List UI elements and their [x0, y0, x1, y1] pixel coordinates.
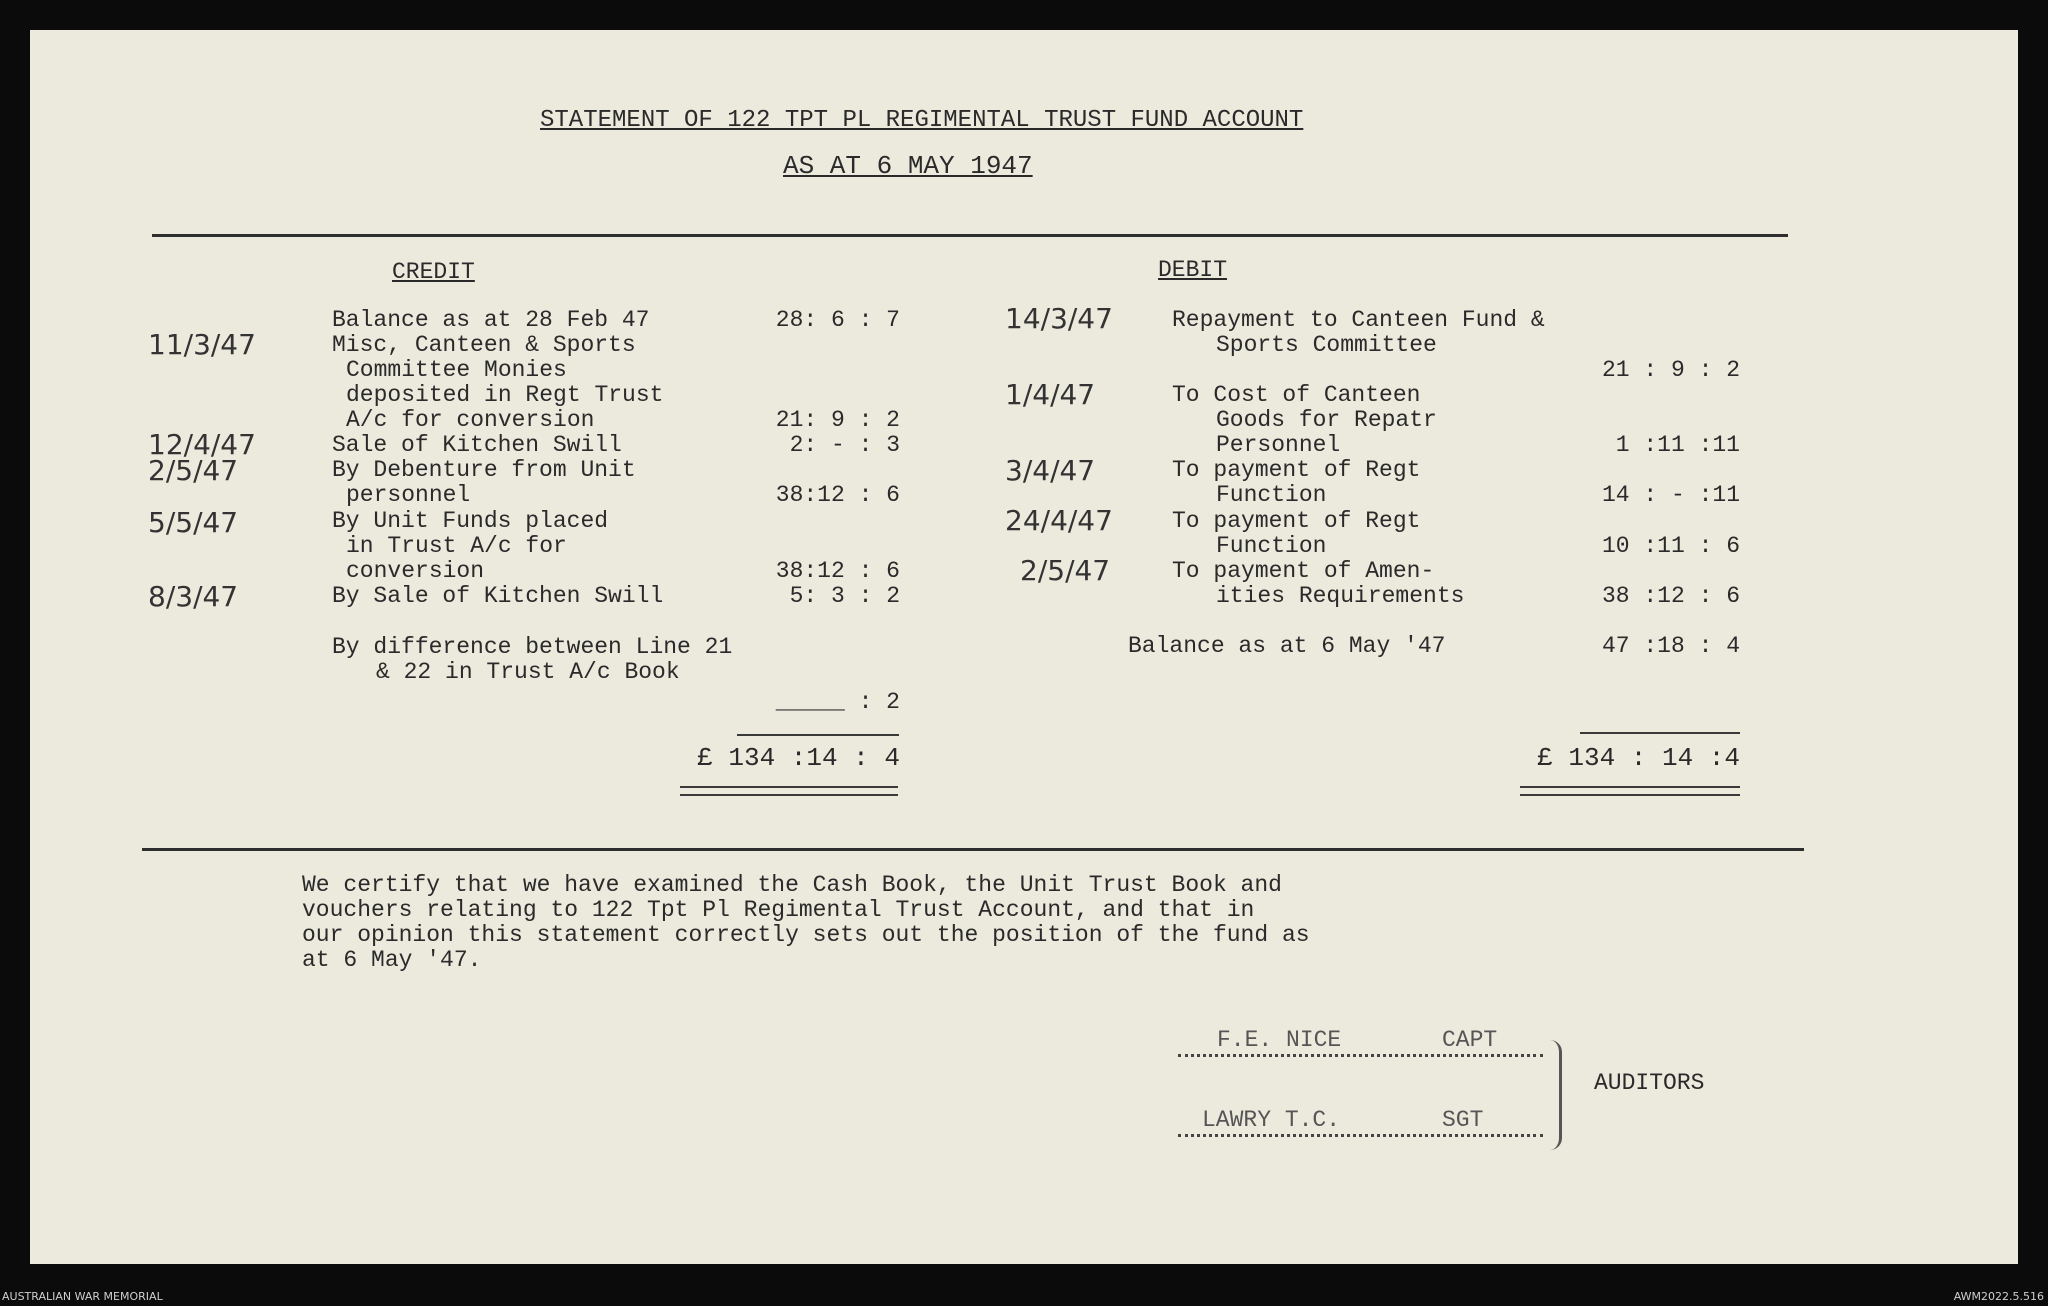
credit-total-rule-1 — [680, 786, 898, 788]
credit-row-5-text2: in Trust A/c for — [346, 533, 567, 559]
debit-row-1-date: 14/3/47 — [1005, 302, 1113, 335]
credit-row-4-text2: personnel — [346, 482, 471, 508]
credit-row-2-text1: Misc, Canteen & Sports — [332, 332, 636, 358]
auditors-brace — [1545, 1040, 1562, 1150]
debit-total-rule-2 — [1520, 794, 1740, 796]
auditor-2-name: LAWRY T.C. — [1202, 1107, 1341, 1133]
credit-row-5-text1: By Unit Funds placed — [332, 508, 609, 534]
debit-row-2-amount: 1 :11 :11 — [1615, 432, 1740, 458]
debit-subtotal-rule — [1580, 732, 1740, 734]
credit-row-5-date: 5/5/47 — [148, 506, 239, 539]
credit-row-4-amount: 38:12 : 6 — [775, 482, 900, 508]
debit-row-3-text1: To payment of Regt — [1172, 457, 1421, 483]
credit-row-2-text4: A/c for conversion — [346, 407, 595, 433]
auditor-1-rank: CAPT — [1442, 1027, 1498, 1053]
debit-row-2-text2: Goods for Repatr — [1216, 407, 1437, 433]
debit-row-4-date: 24/4/47 — [1005, 504, 1113, 537]
credit-row-6-amount: 5: 3 : 2 — [789, 583, 900, 609]
credit-row-6-text1: By Sale of Kitchen Swill — [332, 583, 664, 609]
credit-row-4-text1: By Debenture from Unit — [332, 457, 636, 483]
debit-row-1-amount: 21 : 9 : 2 — [1601, 357, 1740, 383]
debit-row-1-text1: Repayment to Canteen Fund & — [1172, 307, 1545, 333]
credit-row-2-date: 11/3/47 — [148, 328, 256, 361]
certification-line-1: We certify that we have examined the Cash Book, the Unit Trust Book and — [302, 872, 1282, 898]
document-title: STATEMENT OF 122 TPT PL REGIMENTAL TRUST FUND ACCOUNT — [540, 107, 1304, 134]
bottom-rule — [142, 848, 1804, 851]
debit-row-4-text2: Function — [1216, 533, 1327, 559]
debit-row-2-text3: Personnel — [1216, 432, 1341, 458]
certification-line-3: our opinion this statement correctly sets out the position of the fund as — [302, 922, 1310, 948]
debit-row-5-text1: To payment of Amen- — [1172, 558, 1435, 584]
credit-row-5-amount: 38:12 : 6 — [775, 558, 900, 584]
credit-row-4-date: 2/5/47 — [148, 454, 239, 487]
debit-balance-label: Balance as at 6 May '47 — [1128, 633, 1446, 659]
auditor-2-signature-line — [1178, 1134, 1543, 1137]
debit-row-3-text2: Function — [1216, 482, 1327, 508]
credit-row-2-amount: 21: 9 : 2 — [775, 407, 900, 433]
debit-row-2-date: 1/4/47 — [1005, 378, 1096, 411]
credit-row-1-amount: 28: 6 : 7 — [775, 307, 900, 333]
credit-heading: CREDIT — [392, 259, 475, 285]
debit-row-3-date: 3/4/47 — [1005, 454, 1096, 487]
credit-subtotal-rule — [737, 734, 899, 736]
credit-total: £ 134 :14 : 4 — [697, 743, 900, 773]
auditor-1-signature-line — [1178, 1054, 1543, 1057]
credit-row-7-text2: & 22 in Trust A/c Book — [376, 659, 680, 685]
credit-row-2-text3: deposited in Regt Trust — [346, 382, 664, 408]
credit-row-7-text1: By difference between Line 21 — [332, 634, 733, 660]
footer-accession-number: AWM2022.5.516 — [1953, 1290, 2044, 1303]
debit-heading: DEBIT — [1158, 257, 1228, 283]
debit-total: £ 134 : 14 :4 — [1537, 743, 1740, 773]
debit-row-4-text1: To payment of Regt — [1172, 508, 1421, 534]
credit-total-rule-2 — [680, 794, 898, 796]
debit-row-5-text2: ities Requirements — [1216, 583, 1465, 609]
top-rule — [152, 234, 1788, 237]
debit-balance-amount: 47 :18 : 4 — [1601, 633, 1740, 659]
debit-row-5-amount: 38 :12 : 6 — [1601, 583, 1740, 609]
credit-row-6-date: 8/3/47 — [148, 580, 239, 613]
certification-line-2: vouchers relating to 122 Tpt Pl Regimental Trust Account, and that in — [302, 897, 1255, 923]
credit-row-2-text2: Committee Monies — [346, 357, 567, 383]
auditor-1-name: F.E. NICE — [1217, 1027, 1342, 1053]
debit-total-rule-1 — [1520, 786, 1740, 788]
document-page — [30, 30, 2018, 1264]
debit-row-3-amount: 14 : - :11 — [1601, 482, 1740, 508]
debit-row-2-text1: To Cost of Canteen — [1172, 382, 1421, 408]
credit-row-7-amount: _____ : 2 — [775, 689, 900, 715]
auditors-label: AUDITORS — [1594, 1070, 1705, 1096]
certification-line-4: at 6 May '47. — [302, 947, 482, 973]
auditor-2-rank: SGT — [1442, 1107, 1484, 1133]
credit-row-1-text: Balance as at 28 Feb 47 — [332, 307, 650, 333]
credit-row-5-text3: conversion — [346, 558, 485, 584]
document-subtitle: AS AT 6 MAY 1947 — [783, 151, 1033, 181]
credit-row-3-date: 12/4/47 — [148, 428, 256, 461]
debit-row-1-text2: Sports Committee — [1216, 332, 1437, 358]
credit-row-3-amount: 2: - : 3 — [789, 432, 900, 458]
footer-credit: AUSTRALIAN WAR MEMORIAL — [2, 1290, 163, 1303]
debit-row-5-date: 2/5/47 — [1020, 554, 1111, 587]
credit-row-3-text1: Sale of Kitchen Swill — [332, 432, 622, 458]
debit-row-4-amount: 10 :11 : 6 — [1601, 533, 1740, 559]
